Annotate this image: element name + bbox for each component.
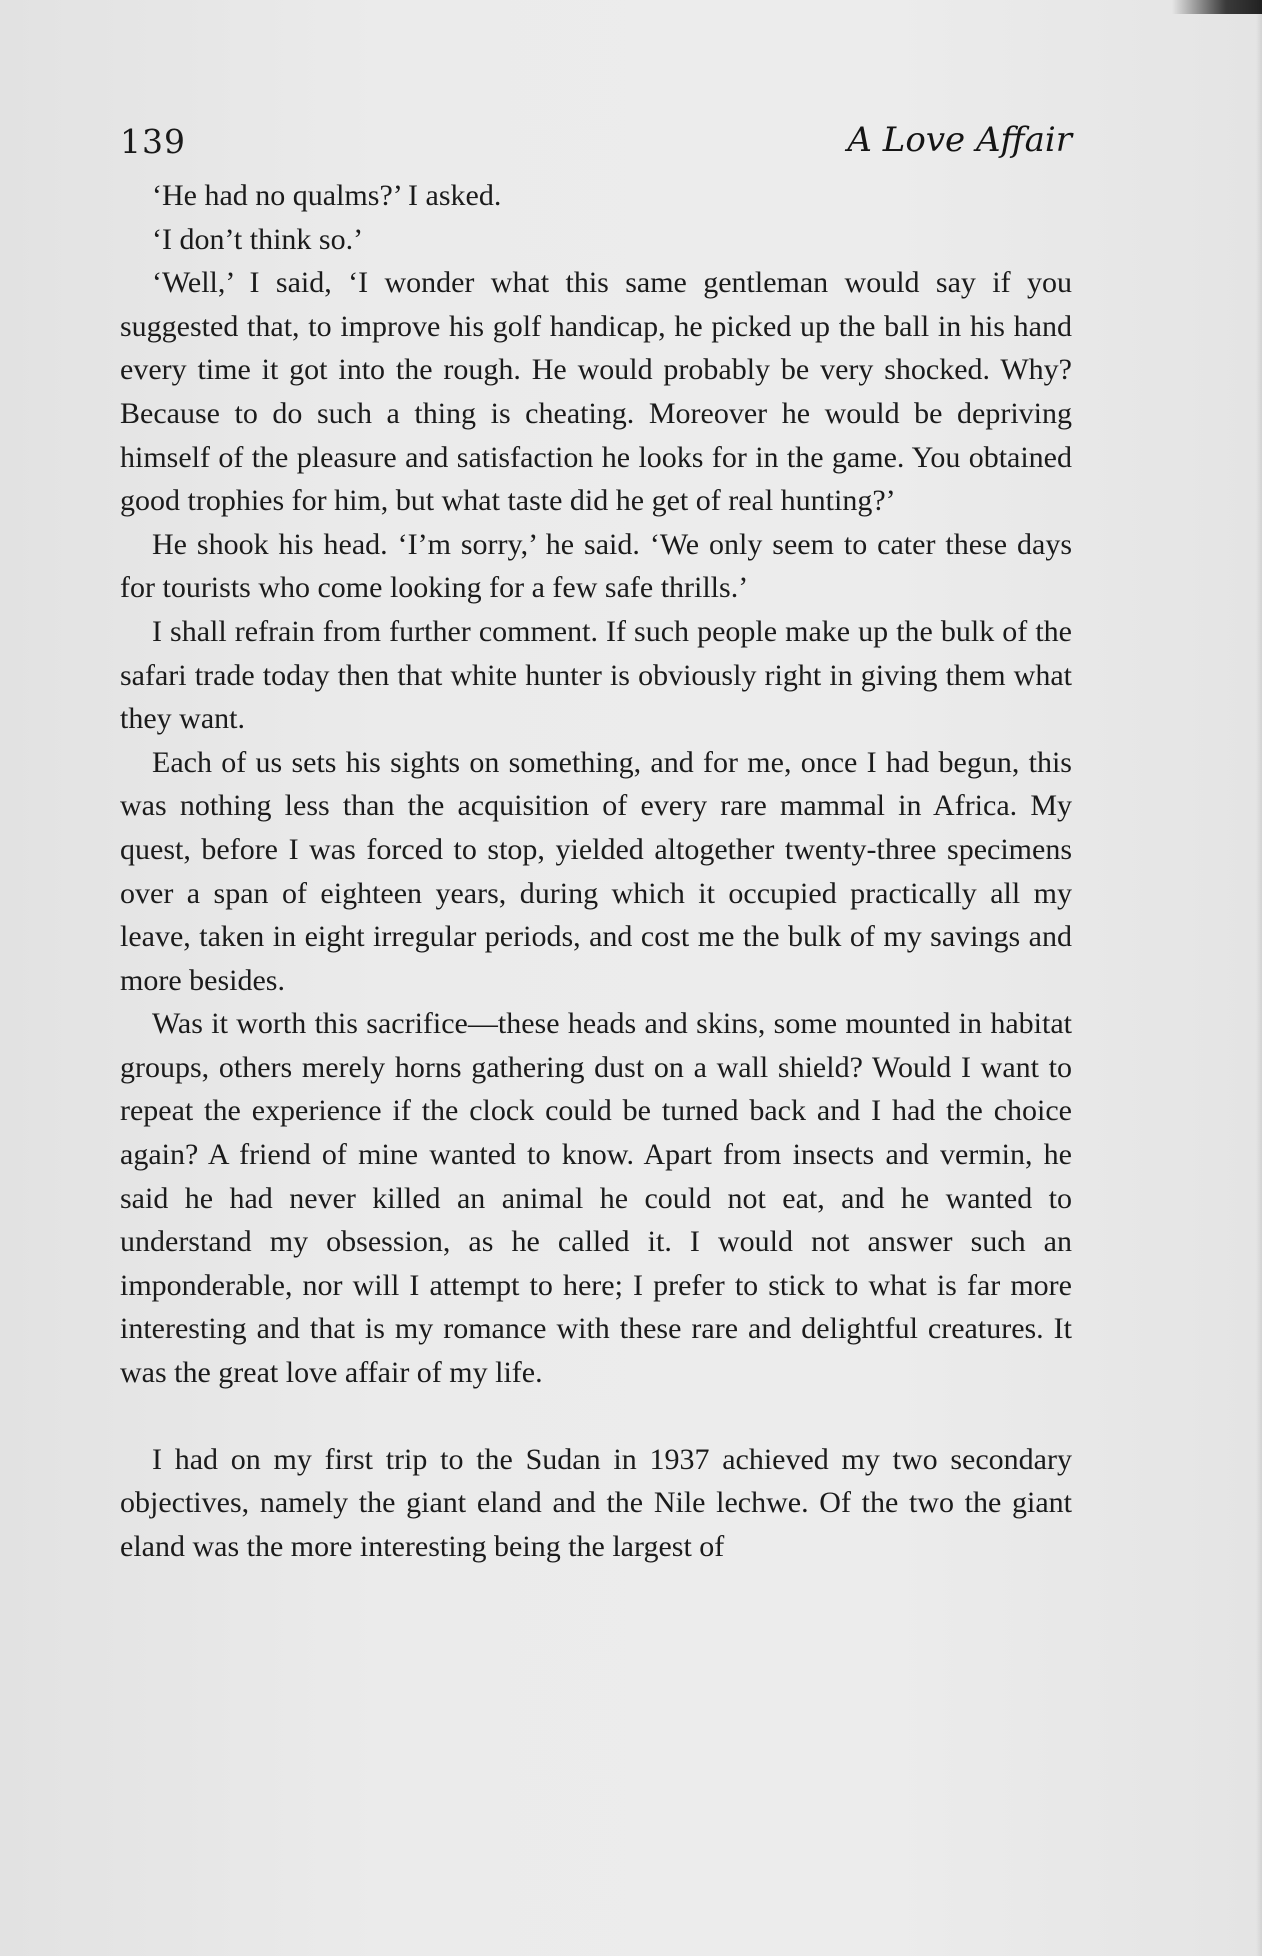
paragraph: He shook his head. ‘I’m sorry,’ he said. ‘We only seem to cater these days for tourists who come looking for a few safe thrills.’ bbox=[120, 527, 1072, 605]
paragraph: ‘I don’t think so.’ bbox=[152, 222, 364, 256]
paragraph: I shall refrain from further comment. If such people make up the bulk of the safari trade today then that white hunter is obviously right in giving them what they want. bbox=[120, 614, 1072, 736]
paragraph: Was it worth this sacrifice—these heads and skins, some mounted in habitat groups, others merely horns gathering dust on a wall shield? Would I want to repeat the experience if the clock could be turned back and I had the choice again? A friend of mine wanted to know. Apart from insects and vermin, he said he had never killed an animal he could not eat, and he wanted to understand my obsession, as he called it. I would not answer such an imponderable, nor will I attempt to here; I prefer to stick to what is far more interesting and that is my romance with these rare and delightful creatures. It was the great love affair of my life. bbox=[120, 1007, 1072, 1390]
page-number: 139 bbox=[120, 122, 186, 161]
body-text bbox=[120, 174, 1072, 1568]
page-edge-shadow bbox=[1256, 0, 1262, 1956]
paragraph: ‘Well,’ I said, ‘I wonder what this same gentleman would say if you suggested that, to improve his golf handicap, he picked up the ball in his hand every time it got into the rough. He would probably be very shocked. Why? Because to do such a thing is cheating. Moreover he would be depriving himself of the pleasure and satisfaction he looks for in the game. You obtained good trophies for him, but what taste did he get of real hunting?’ bbox=[120, 266, 1072, 518]
paragraph: ‘He had no qualms?’ I asked. bbox=[152, 179, 502, 212]
page-corner-shadow bbox=[1172, 0, 1262, 14]
paragraph: Each of us sets his sights on something, and for me, once I had begun, this was nothing less than the acquisition of every rare mammal in Africa. My quest, before I was forced to stop, yielded altogether twenty-three specimens over a span of eighteen years, during which it occupied practically all my leave, taken in eight irregular periods, and cost me the bulk of my savings and more besides. bbox=[120, 745, 1072, 997]
page-header bbox=[120, 120, 1072, 176]
running-title: A Love Affair bbox=[847, 120, 1072, 160]
section-start-paragraph: I had on my first trip to the Sudan in 1937 achieved my two secondary objectives, namely the giant eland and the Nile lechwe. Of the two the giant eland was the more interesting being the largest of bbox=[120, 1442, 1072, 1563]
